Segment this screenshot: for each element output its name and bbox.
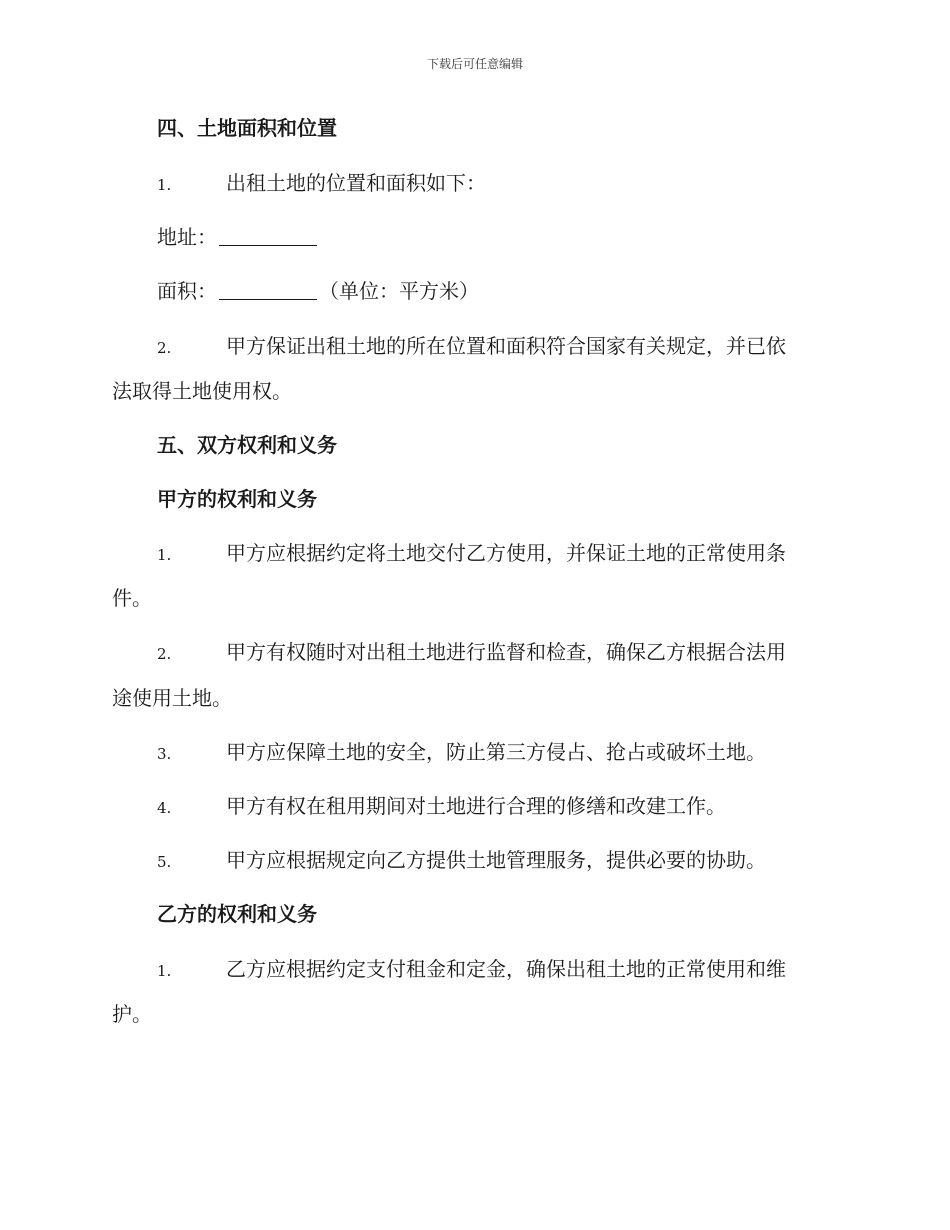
list-number: 2. [157, 339, 172, 357]
list-text: 甲方有权在租用期间对土地进行合理的修缮和改建工作。 [226, 794, 726, 818]
party-a-item-2-line2: 途使用土地。 [112, 686, 232, 710]
list-number: 1. [157, 962, 172, 980]
area-blank [219, 279, 317, 300]
list-number: 5. [157, 853, 172, 871]
list-text: 甲方应保障土地的安全，防止第三方侵占、抢占或破坏土地。 [226, 740, 766, 764]
party-b-item-1-line1 [157, 955, 786, 985]
s4-item-1 [157, 169, 486, 199]
address-blank [219, 225, 317, 246]
party-a-item-2-line1 [157, 638, 786, 668]
party-a-item-4 [157, 792, 726, 822]
s4-item-2-line1 [157, 332, 786, 362]
list-text: 乙方应根据约定支付租金和定金，确保出租土地的正常使用和维 [226, 957, 786, 981]
address-label: 地址： [157, 225, 217, 249]
area-unit: （单位：平方米） [319, 279, 479, 303]
list-text: 出租土地的位置和面积如下： [226, 171, 486, 195]
list-text: 甲方应根据约定将土地交付乙方使用，并保证土地的正常使用条 [226, 541, 786, 565]
party-a-item-3 [157, 738, 766, 768]
party-a-item-1-line2: 件。 [112, 586, 152, 610]
list-number: 1. [157, 546, 172, 564]
section-5-heading: 五、双方权利和义务 [157, 433, 337, 457]
list-text: 甲方应根据规定向乙方提供土地管理服务，提供必要的协助。 [226, 848, 766, 872]
page-header: 下载后可任意编辑 [426, 57, 523, 71]
s4-item-2-line2: 法取得土地使用权。 [112, 379, 292, 403]
list-number: 1. [157, 176, 172, 194]
list-number: 4. [157, 799, 172, 817]
area-label: 面积： [157, 279, 217, 303]
list-number: 3. [157, 745, 172, 763]
party-a-heading: 甲方的权利和义务 [157, 487, 317, 511]
area-line [157, 277, 479, 305]
party-b-item-1-line2: 护。 [112, 1002, 152, 1026]
address-line [157, 223, 319, 251]
party-a-item-5 [157, 846, 766, 876]
party-a-item-1-line1 [157, 539, 786, 569]
section-4-heading: 四、土地面积和位置 [157, 116, 337, 140]
party-b-heading: 乙方的权利和义务 [157, 902, 317, 926]
list-text: 甲方保证出租土地的所在位置和面积符合国家有关规定，并已依 [226, 334, 786, 358]
list-number: 2. [157, 645, 172, 663]
list-text: 甲方有权随时对出租土地进行监督和检查，确保乙方根据合法用 [226, 640, 786, 664]
